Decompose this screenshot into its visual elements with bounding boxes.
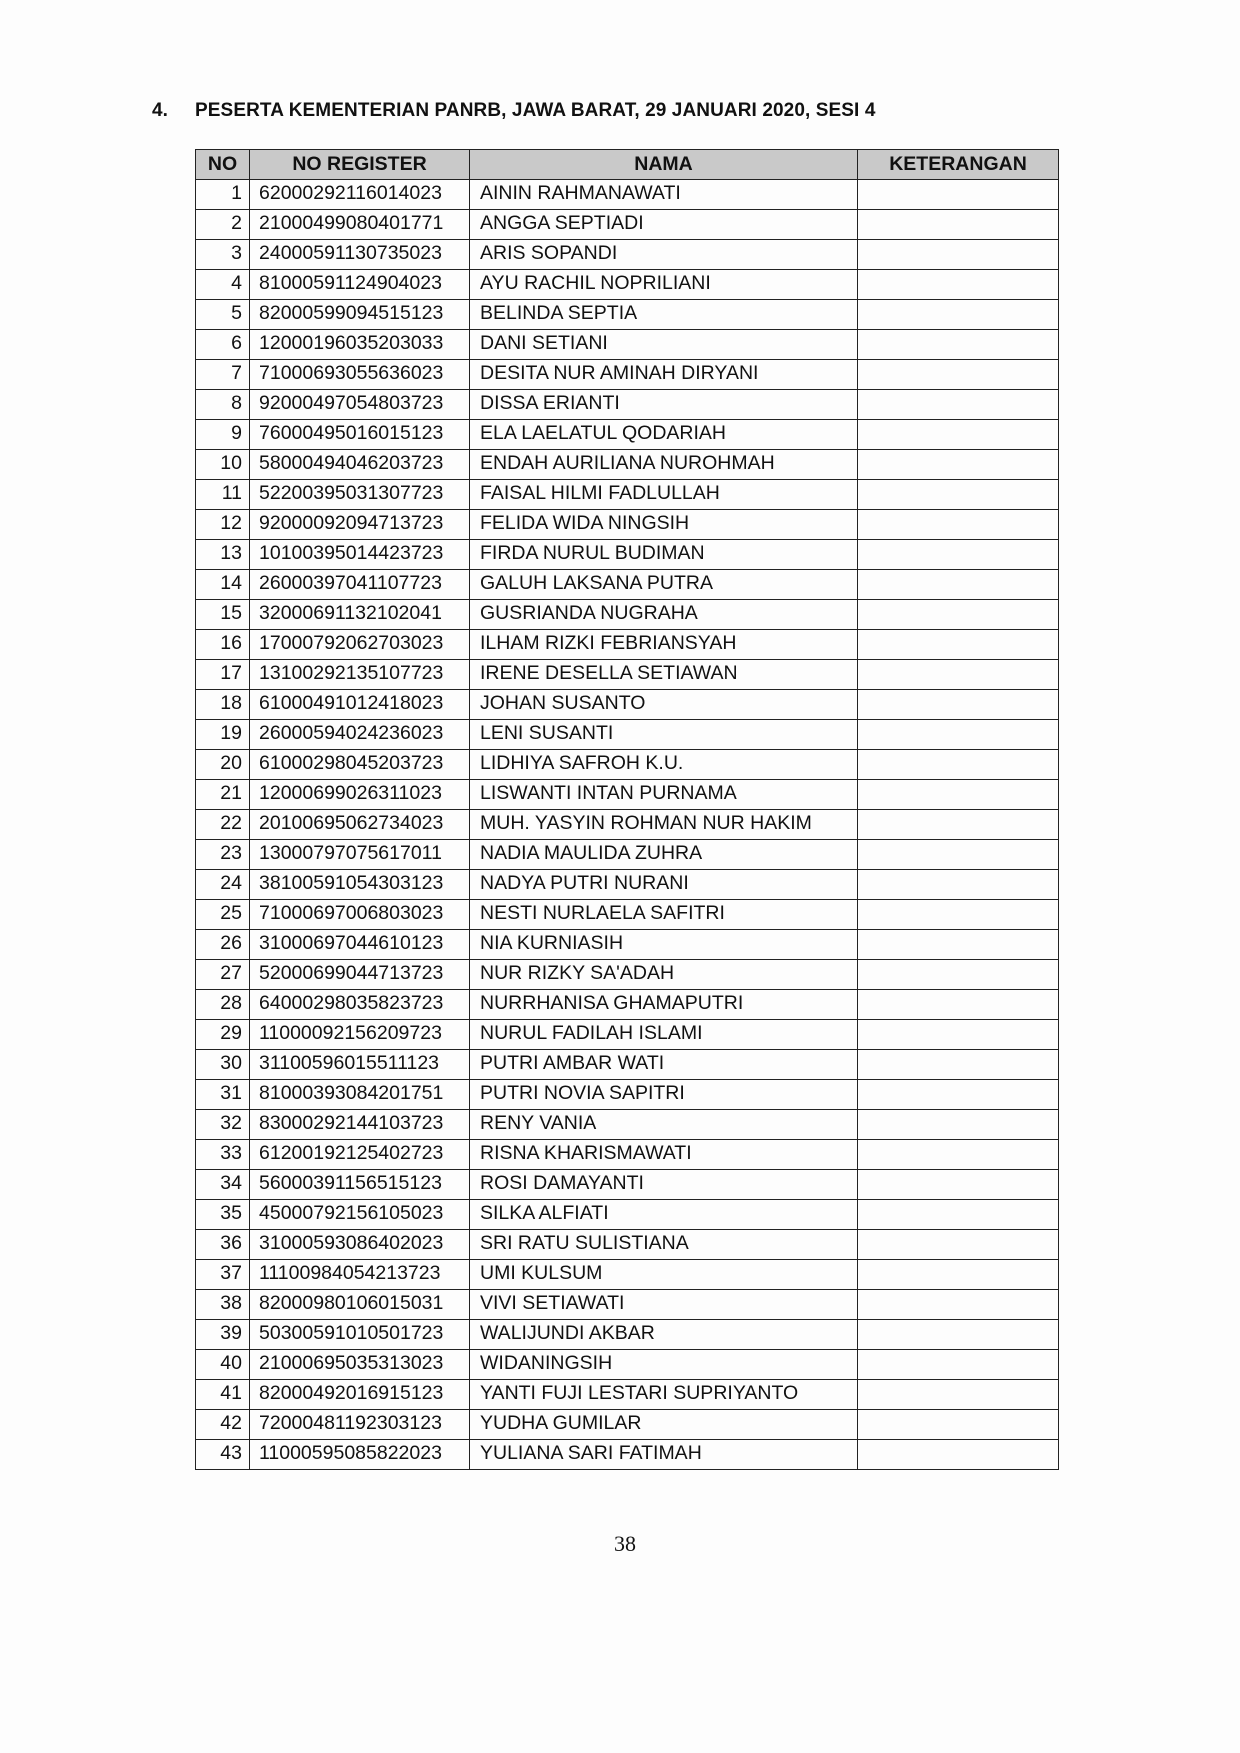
cell-no-register: 13100292135107723 (250, 660, 470, 690)
cell-no: 42 (196, 1410, 250, 1440)
table-row (196, 690, 1059, 720)
table-row (196, 810, 1059, 840)
table-row (196, 270, 1059, 300)
cell-no-register: 17000792062703023 (250, 630, 470, 660)
cell-nama: YUDHA GUMILAR (470, 1410, 858, 1440)
table-row (196, 1230, 1059, 1260)
cell-keterangan (858, 240, 1059, 270)
cell-nama: IRENE DESELLA SETIAWAN (470, 660, 858, 690)
cell-nama: NADIA MAULIDA ZUHRA (470, 840, 858, 870)
table-row (196, 210, 1059, 240)
cell-no-register: 81000591124904023 (250, 270, 470, 300)
cell-no-register: 61200192125402723 (250, 1140, 470, 1170)
cell-no-register: 61000491012418023 (250, 690, 470, 720)
cell-no-register: 26000397041107723 (250, 570, 470, 600)
table-row (196, 720, 1059, 750)
cell-nama: YANTI FUJI LESTARI SUPRIYANTO (470, 1380, 858, 1410)
cell-no-register: 38100591054303123 (250, 870, 470, 900)
cell-nama: GALUH LAKSANA PUTRA (470, 570, 858, 600)
cell-nama: NUR RIZKY SA'ADAH (470, 960, 858, 990)
cell-no: 35 (196, 1200, 250, 1230)
cell-keterangan (858, 1290, 1059, 1320)
cell-keterangan (858, 210, 1059, 240)
table-row (196, 420, 1059, 450)
cell-keterangan (858, 750, 1059, 780)
table-row (196, 660, 1059, 690)
cell-no: 36 (196, 1230, 250, 1260)
cell-no: 29 (196, 1020, 250, 1050)
cell-no: 1 (196, 180, 250, 210)
cell-nama: VIVI SETIAWATI (470, 1290, 858, 1320)
cell-nama: YULIANA SARI FATIMAH (470, 1440, 858, 1470)
cell-nama: ILHAM RIZKI FEBRIANSYAH (470, 630, 858, 660)
table-row (196, 930, 1059, 960)
cell-keterangan (858, 780, 1059, 810)
cell-keterangan (858, 570, 1059, 600)
cell-keterangan (858, 270, 1059, 300)
cell-no: 2 (196, 210, 250, 240)
cell-no: 20 (196, 750, 250, 780)
cell-keterangan (858, 360, 1059, 390)
cell-no: 6 (196, 330, 250, 360)
cell-keterangan (858, 1170, 1059, 1200)
cell-no: 39 (196, 1320, 250, 1350)
cell-no: 24 (196, 870, 250, 900)
cell-no: 19 (196, 720, 250, 750)
table-row (196, 1320, 1059, 1350)
cell-no-register: 92000092094713723 (250, 510, 470, 540)
cell-no-register: 62000292116014023 (250, 180, 470, 210)
cell-keterangan (858, 840, 1059, 870)
column-header-no-register: NO REGISTER (250, 150, 470, 180)
cell-no: 15 (196, 600, 250, 630)
column-header-keterangan: KETERANGAN (858, 150, 1059, 180)
cell-no-register: 26000594024236023 (250, 720, 470, 750)
cell-no: 33 (196, 1140, 250, 1170)
cell-keterangan (858, 660, 1059, 690)
table-row (196, 1050, 1059, 1080)
cell-no: 3 (196, 240, 250, 270)
cell-keterangan (858, 1440, 1059, 1470)
cell-nama: GUSRIANDA NUGRAHA (470, 600, 858, 630)
cell-no: 9 (196, 420, 250, 450)
table-row (196, 600, 1059, 630)
cell-nama: DISSA ERIANTI (470, 390, 858, 420)
cell-nama: FELIDA WIDA NINGSIH (470, 510, 858, 540)
cell-no-register: 71000693055636023 (250, 360, 470, 390)
table-row (196, 840, 1059, 870)
table-row (196, 240, 1059, 270)
page-number: 38 (614, 1531, 636, 1556)
cell-no-register: 82000492016915123 (250, 1380, 470, 1410)
cell-no-register: 21000695035313023 (250, 1350, 470, 1380)
table-row (196, 1410, 1059, 1440)
cell-keterangan (858, 1260, 1059, 1290)
cell-nama: AYU RACHIL NOPRILIANI (470, 270, 858, 300)
cell-no: 12 (196, 510, 250, 540)
cell-no: 34 (196, 1170, 250, 1200)
cell-no-register: 50300591010501723 (250, 1320, 470, 1350)
cell-no: 17 (196, 660, 250, 690)
cell-no: 37 (196, 1260, 250, 1290)
cell-keterangan (858, 1110, 1059, 1140)
table-row (196, 360, 1059, 390)
cell-nama: LIDHIYA SAFROH K.U. (470, 750, 858, 780)
cell-keterangan (858, 630, 1059, 660)
cell-nama: NURUL FADILAH ISLAMI (470, 1020, 858, 1050)
cell-no-register: 11100984054213723 (250, 1260, 470, 1290)
column-header-no: NO (196, 150, 250, 180)
cell-keterangan (858, 390, 1059, 420)
cell-no-register: 31000697044610123 (250, 930, 470, 960)
cell-nama: NADYA PUTRI NURANI (470, 870, 858, 900)
section-title: PESERTA KEMENTERIAN PANRB, JAWA BARAT, 29 JANUARI 2020, SESI 4 (195, 100, 876, 121)
cell-keterangan (858, 1200, 1059, 1230)
table-row (196, 870, 1059, 900)
cell-nama: RISNA KHARISMAWATI (470, 1140, 858, 1170)
cell-keterangan (858, 870, 1059, 900)
cell-no-register: 82000599094515123 (250, 300, 470, 330)
table-row (196, 180, 1059, 210)
cell-keterangan (858, 1140, 1059, 1170)
cell-nama: UMI KULSUM (470, 1260, 858, 1290)
cell-nama: SILKA ALFIATI (470, 1200, 858, 1230)
table-row (196, 990, 1059, 1020)
table-row (196, 1290, 1059, 1320)
cell-no: 28 (196, 990, 250, 1020)
cell-no-register: 31100596015511123 (250, 1050, 470, 1080)
table-row (196, 1020, 1059, 1050)
cell-no: 4 (196, 270, 250, 300)
participant-table (195, 149, 1059, 1470)
cell-no: 10 (196, 450, 250, 480)
table-body (196, 180, 1059, 1470)
cell-no: 8 (196, 390, 250, 420)
table-row (196, 300, 1059, 330)
cell-keterangan (858, 1080, 1059, 1110)
cell-no: 22 (196, 810, 250, 840)
cell-no-register: 45000792156105023 (250, 1200, 470, 1230)
cell-keterangan (858, 330, 1059, 360)
cell-no: 13 (196, 540, 250, 570)
table-row (196, 390, 1059, 420)
cell-nama: ANGGA SEPTIADI (470, 210, 858, 240)
table-row (196, 900, 1059, 930)
cell-no: 23 (196, 840, 250, 870)
cell-no: 40 (196, 1350, 250, 1380)
cell-nama: LENI SUSANTI (470, 720, 858, 750)
cell-nama: NURRHANISA GHAMAPUTRI (470, 990, 858, 1020)
cell-keterangan (858, 600, 1059, 630)
cell-keterangan (858, 990, 1059, 1020)
cell-nama: ELA LAELATUL QODARIAH (470, 420, 858, 450)
cell-no-register: 20100695062734023 (250, 810, 470, 840)
table-row (196, 1140, 1059, 1170)
cell-keterangan (858, 300, 1059, 330)
cell-keterangan (858, 510, 1059, 540)
cell-no: 26 (196, 930, 250, 960)
cell-nama: LISWANTI INTAN PURNAMA (470, 780, 858, 810)
cell-nama: RENY VANIA (470, 1110, 858, 1140)
table-row (196, 1260, 1059, 1290)
cell-no-register: 72000481192303123 (250, 1410, 470, 1440)
section-number: 4. (152, 100, 169, 121)
cell-no: 16 (196, 630, 250, 660)
cell-keterangan (858, 720, 1059, 750)
cell-keterangan (858, 1020, 1059, 1050)
cell-no-register: 61000298045203723 (250, 750, 470, 780)
cell-nama: WALIJUNDI AKBAR (470, 1320, 858, 1350)
table-row (196, 330, 1059, 360)
cell-nama: SRI RATU SULISTIANA (470, 1230, 858, 1260)
cell-no-register: 71000697006803023 (250, 900, 470, 930)
cell-no-register: 52200395031307723 (250, 480, 470, 510)
cell-keterangan (858, 1380, 1059, 1410)
section-heading (152, 100, 876, 122)
cell-no: 30 (196, 1050, 250, 1080)
cell-no-register: 81000393084201751 (250, 1080, 470, 1110)
cell-no-register: 58000494046203723 (250, 450, 470, 480)
cell-keterangan (858, 1350, 1059, 1380)
cell-no: 5 (196, 300, 250, 330)
cell-keterangan (858, 180, 1059, 210)
cell-keterangan (858, 450, 1059, 480)
cell-no-register: 32000691132102041 (250, 600, 470, 630)
column-header-nama: NAMA (470, 150, 858, 180)
cell-nama: NIA KURNIASIH (470, 930, 858, 960)
cell-no: 32 (196, 1110, 250, 1140)
cell-no: 41 (196, 1380, 250, 1410)
cell-nama: MUH. YASYIN ROHMAN NUR HAKIM (470, 810, 858, 840)
cell-no-register: 31000593086402023 (250, 1230, 470, 1260)
cell-no-register: 10100395014423723 (250, 540, 470, 570)
table-row (196, 960, 1059, 990)
cell-nama: JOHAN SUSANTO (470, 690, 858, 720)
cell-no: 27 (196, 960, 250, 990)
table-row (196, 570, 1059, 600)
cell-no: 11 (196, 480, 250, 510)
table-row (196, 1440, 1059, 1470)
cell-no-register: 76000495016015123 (250, 420, 470, 450)
cell-nama: DANI SETIANI (470, 330, 858, 360)
cell-no: 7 (196, 360, 250, 390)
table-row (196, 450, 1059, 480)
table-row (196, 480, 1059, 510)
cell-no-register: 11000595085822023 (250, 1440, 470, 1470)
cell-no-register: 52000699044713723 (250, 960, 470, 990)
cell-no: 25 (196, 900, 250, 930)
cell-no-register: 12000699026311023 (250, 780, 470, 810)
cell-keterangan (858, 1050, 1059, 1080)
table-row (196, 1110, 1059, 1140)
cell-keterangan (858, 420, 1059, 450)
cell-no-register: 82000980106015031 (250, 1290, 470, 1320)
table-row (196, 1380, 1059, 1410)
cell-no-register: 12000196035203033 (250, 330, 470, 360)
cell-no-register: 24000591130735023 (250, 240, 470, 270)
table-row (196, 750, 1059, 780)
cell-no-register: 92000497054803723 (250, 390, 470, 420)
cell-no-register: 13000797075617011 (250, 840, 470, 870)
cell-no: 43 (196, 1440, 250, 1470)
table-row (196, 1350, 1059, 1380)
cell-no: 38 (196, 1290, 250, 1320)
cell-nama: ENDAH AURILIANA NUROHMAH (470, 450, 858, 480)
cell-keterangan (858, 810, 1059, 840)
cell-no-register: 21000499080401771 (250, 210, 470, 240)
cell-nama: FAISAL HILMI FADLULLAH (470, 480, 858, 510)
cell-keterangan (858, 960, 1059, 990)
cell-keterangan (858, 900, 1059, 930)
cell-keterangan (858, 1230, 1059, 1260)
cell-keterangan (858, 690, 1059, 720)
table-row (196, 510, 1059, 540)
table-row (196, 1080, 1059, 1110)
cell-no: 21 (196, 780, 250, 810)
cell-nama: ROSI DAMAYANTI (470, 1170, 858, 1200)
cell-nama: WIDANINGSIH (470, 1350, 858, 1380)
cell-nama: AININ RAHMANAWATI (470, 180, 858, 210)
cell-nama: ARIS SOPANDI (470, 240, 858, 270)
table-row (196, 1170, 1059, 1200)
cell-nama: FIRDA NURUL BUDIMAN (470, 540, 858, 570)
cell-nama: NESTI NURLAELA SAFITRI (470, 900, 858, 930)
table-header-row (196, 150, 1059, 180)
cell-no-register: 83000292144103723 (250, 1110, 470, 1140)
cell-keterangan (858, 930, 1059, 960)
cell-no: 18 (196, 690, 250, 720)
cell-keterangan (858, 480, 1059, 510)
cell-no-register: 11000092156209723 (250, 1020, 470, 1050)
table-row (196, 540, 1059, 570)
table-row (196, 780, 1059, 810)
cell-keterangan (858, 1320, 1059, 1350)
cell-nama: PUTRI AMBAR WATI (470, 1050, 858, 1080)
cell-nama: BELINDA SEPTIA (470, 300, 858, 330)
cell-keterangan (858, 1410, 1059, 1440)
cell-no: 31 (196, 1080, 250, 1110)
cell-keterangan (858, 540, 1059, 570)
cell-no: 14 (196, 570, 250, 600)
table-row (196, 630, 1059, 660)
cell-no-register: 56000391156515123 (250, 1170, 470, 1200)
table-row (196, 1200, 1059, 1230)
cell-no-register: 64000298035823723 (250, 990, 470, 1020)
cell-nama: DESITA NUR AMINAH DIRYANI (470, 360, 858, 390)
cell-nama: PUTRI NOVIA SAPITRI (470, 1080, 858, 1110)
